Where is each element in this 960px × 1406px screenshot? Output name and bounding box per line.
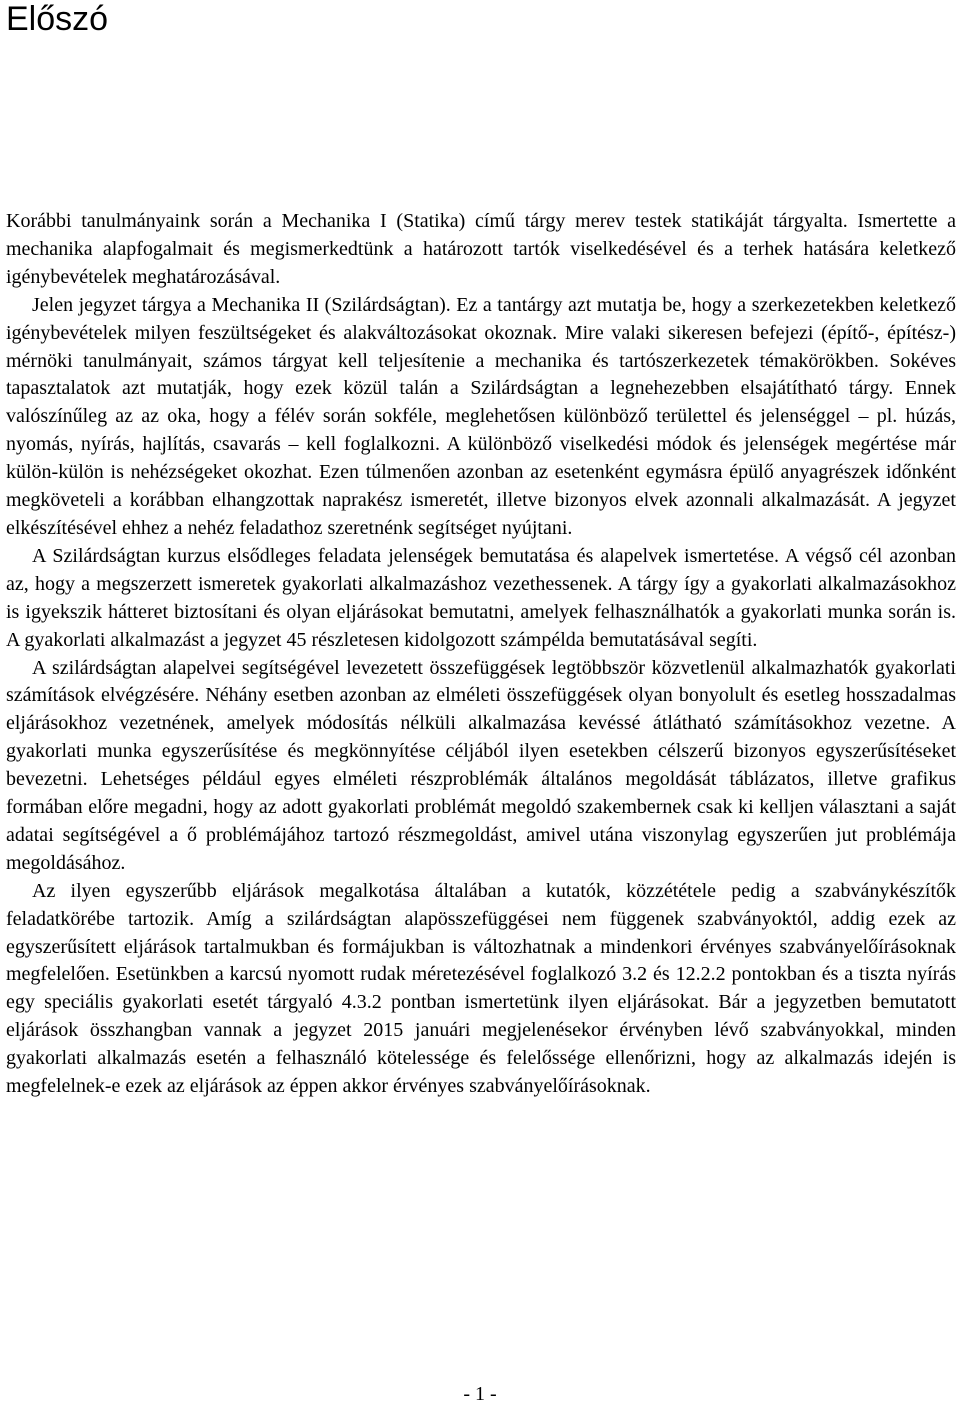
page-number: - 1 - — [463, 1383, 497, 1405]
paragraph-subject: Jelen jegyzet tárgya a Mechanika II (Szilárdságtan). Ez a tantárgy azt mutatja be, hogy a szerkezetekben keletkező igénybevételek milyen feszültségeket és alakváltozásokat okoznak. Mire valaki sikeresen befejezi (építő-, építész-) mérnöki tanulmányait, számos tárgyat kell teljesítenie a mechanika és tartószerkezetek témakörökben. Sokéves tapasztalatok azt mutatják, hogy ezek közül talán a Szilárdságtan a legnehezebben elsajátítható tárgy. Ennek valószínűleg az az oka, hogy a félév során sokféle, meglehetősen különböző területtel és jelenséggel – pl. húzás, nyomás, nyírás, hajlítás, csavarás – kell foglalkozni. A különböző viselkedési módok és jelenségek megértése már külön-külön is nehézségeket okozhat. Ezen túlmenően azonban az esetenként egymásra épülő anyagrészek időnként megköveteli a korábban elhangzottak naprakész ismeretét, illetve bizonyos elvek azonnali alkalmazását. A jegyzet elkészítésével ehhez a nehéz feladathoz szeretnénk segítséget nyújtani. — [6, 293, 956, 539]
paragraph-course-goal: A Szilárdságtan kurzus elsődleges feladata jelenségek bemutatása és alapelvek ismertetése. A végső cél azonban az, hogy a megszerzett ismeretek gyakorlati alkalmazáshoz vezethessenek. A tárgy így a gyakorlati alkalmazásokhoz is igyekszik hátteret biztosítani és olyan eljárásokat bemutatni, amelyek felhasználhatók a gyakorlati munka során is. A gyakorlati alkalmazást a jegyzet 45 részletesen kidolgozott számpélda bemutatásával segíti. — [6, 544, 956, 651]
body-text — [6, 208, 956, 1101]
paragraph-standards: Az ilyen egyszerűbb eljárások megalkotása általában a kutatók, közzététele pedig a szabványkészítők feladatkörébe tartozik. Amíg a szilárdságtan alapösszefüggései nem függenek szabványoktól, addig ezek az egyszerűsített eljárások tartalmukban és formájukban is változhatnak a mindenkori érvényes szabványelőírásoknak megfelelően. Esetünkben a karcsú nyomott rudak méretezésével foglalkozó 3.2 és 12.2.2 pontokban és a tiszta nyírás egy speciális gyakorlati esetét tárgyaló 4.3.2 pontban ismertetünk ilyen eljárásokat. Bár a jegyzetben bemutatott eljárások összhangban vannak a jegyzet 2015 januári megjelenésekor érvényben lévő szabványokkal, minden gyakorlati alkalmazás esetén a felhasználó kötelessége és felelőssége ellenőrizni, hogy az alkalmazás idején is megfelelnek-e ezek az eljárások az éppen akkor érvényes szabványelőírásoknak. — [6, 879, 956, 1098]
paragraph-simplifications: A szilárdságtan alapelvei segítségével levezetett összefüggések legtöbbször közvetlenül alkalmazhatók gyakorlati számítások elvégzésére. Néhány esetben azonban az elméleti összefüggések olyan bonyolult és esetleg hosszadalmas eljárásokhoz vezetnének, amelyek módosítás nélküli alkalmazása kevéssé átlátható számításokhoz vezetne. A gyakorlati munka egyszerűsítése és megkönnyítése céljából ilyen esetekben célszerű bizonyos egyszerűsítéseket bevezetni. Lehetséges például egyes elméleti részproblémák általános megoldását táblázatos, illetve grafikus formában előre megadni, hogy az adott gyakorlati problémát megoldó szakembernek csak ki kelljen választani a saját adatai segítségével a ő problémájához tartozó részmegoldást, amivel utána viszonylag egyszerűen jut problémája megoldásához. — [6, 656, 956, 874]
paragraph-intro: Korábbi tanulmányaink során a Mechanika I (Statika) című tárgy merev testek statikáját tárgyalta. Ismertette a mechanika alapfogalmait és megismerkedtünk a határozott tartók viselkedésével és a terhek hatására keletkező igénybevételek meghatározásával. — [6, 210, 956, 288]
page-title: Előszó — [6, 0, 109, 38]
